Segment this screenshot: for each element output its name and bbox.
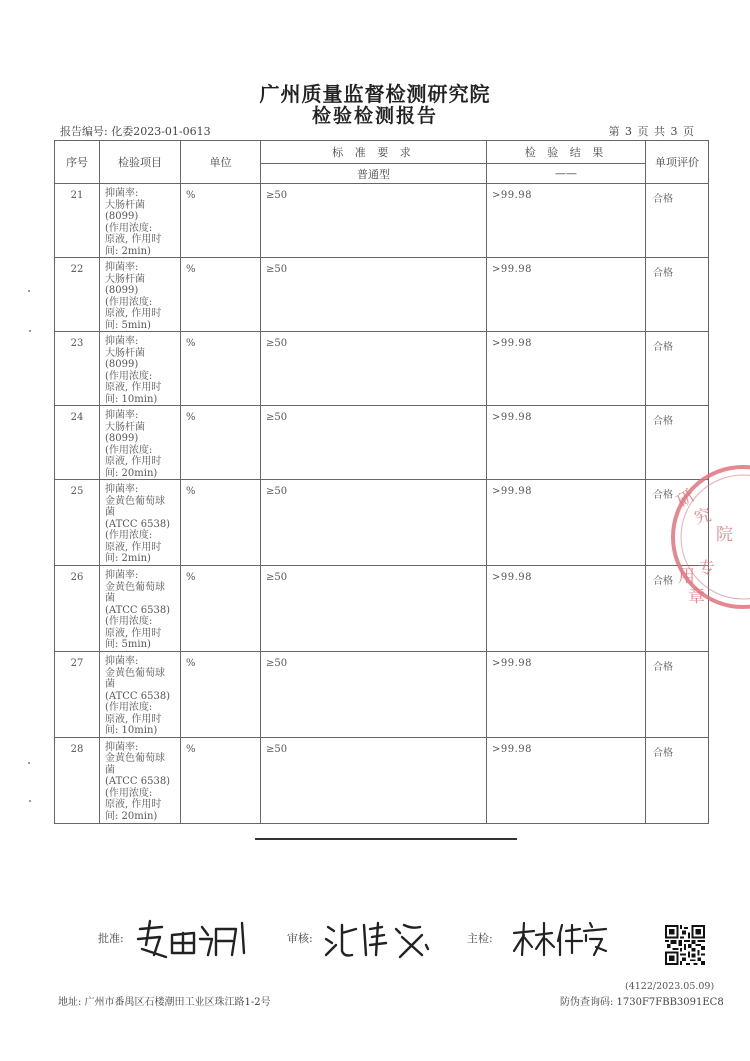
qr-code[interactable] <box>665 925 705 965</box>
header-standard-type: 普通型 <box>261 164 487 184</box>
table-row <box>55 406 709 480</box>
evaluation: 合格 <box>646 480 709 566</box>
stamp-char-2: 究 <box>692 505 714 529</box>
row-number: 27 <box>55 652 100 738</box>
header-unit: 单位 <box>181 141 261 184</box>
row-number: 26 <box>55 566 100 652</box>
table-row <box>55 737 709 823</box>
test-item: 抑菌率: 大肠杆菌 (8099) (作用浓度: 原液, 作用时 间: 20min) <box>100 406 181 480</box>
standard-requirement: ≥50 <box>261 184 487 258</box>
standard-requirement: ≥50 <box>261 332 487 406</box>
report-number: 报告编号: 化委2023-01-0613 <box>60 125 211 138</box>
document-code: (4122/2023.05.09) <box>625 981 715 992</box>
reviewer-signature <box>322 915 432 961</box>
standard-requirement: ≥50 <box>261 652 487 738</box>
test-result: >99.98 <box>487 332 646 406</box>
scan-speck <box>28 762 30 764</box>
page-info: 第 3 页 共 3 页 <box>608 125 695 138</box>
row-number: 22 <box>55 258 100 332</box>
approver-signature <box>132 915 252 961</box>
test-item: 抑菌率: 金黄色葡萄球 菌 (ATCC 6538) (作用浓度: 原液, 作用时 间: 2min) <box>100 480 181 566</box>
test-item: 抑菌率: 金黄色葡萄球 菌 (ATCC 6538) (作用浓度: 原液, 作用时 间: 10min) <box>100 652 181 738</box>
test-result: >99.98 <box>487 480 646 566</box>
anti-counterfeit-code: 防伪查询码: 1730F7FBB3091EC8 <box>560 997 724 1008</box>
inspector-signature <box>510 915 610 961</box>
header-standard: 标 准 要 求 <box>261 141 487 164</box>
scan-speck <box>29 800 31 802</box>
report-title: 检验检测报告 <box>311 105 438 127</box>
approve-label: 批准: <box>98 932 124 945</box>
row-number: 24 <box>55 406 100 480</box>
table-body <box>55 184 709 824</box>
evaluation: 合格 <box>646 737 709 823</box>
test-result: >99.98 <box>487 737 646 823</box>
table-row <box>55 258 709 332</box>
end-rule <box>255 838 517 840</box>
test-item: 抑菌率: 大肠杆菌 (8099) (作用浓度: 原液, 作用时 间: 5min) <box>100 258 181 332</box>
test-result: >99.98 <box>487 566 646 652</box>
standard-requirement: ≥50 <box>261 480 487 566</box>
standard-requirement: ≥50 <box>261 566 487 652</box>
row-number: 25 <box>55 480 100 566</box>
test-item: 抑菌率: 金黄色葡萄球 菌 (ATCC 6538) (作用浓度: 原液, 作用时 间: 20min) <box>100 737 181 823</box>
review-label: 审核: <box>287 932 313 945</box>
institute-title: 广州质量监督检测研究院 <box>259 82 491 106</box>
test-result: >99.98 <box>487 652 646 738</box>
table-row <box>55 184 709 258</box>
stamp-char-5: 用 <box>678 567 695 587</box>
row-number: 23 <box>55 332 100 406</box>
table-row <box>55 480 709 566</box>
unit: % <box>181 480 261 566</box>
inspect-label: 主检: <box>467 932 493 945</box>
scan-speck <box>28 290 30 292</box>
unit: % <box>181 184 261 258</box>
test-item: 抑菌率: 大肠杆菌 (8099) (作用浓度: 原液, 作用时 间: 10min) <box>100 332 181 406</box>
stamp-char-1: 研 <box>673 485 699 513</box>
evaluation: 合格 <box>646 184 709 258</box>
test-item: 抑菌率: 金黄色葡萄球 菌 (ATCC 6538) (作用浓度: 原液, 作用时 间: 5min) <box>100 566 181 652</box>
stamp-char-6: 章 <box>688 587 705 607</box>
test-result: >99.98 <box>487 406 646 480</box>
unit: % <box>181 566 261 652</box>
table-row <box>55 652 709 738</box>
row-number: 21 <box>55 184 100 258</box>
unit: % <box>181 652 261 738</box>
header-result-sub: —— <box>487 164 646 184</box>
unit: % <box>181 258 261 332</box>
header-no: 序号 <box>55 141 100 184</box>
standard-requirement: ≥50 <box>261 258 487 332</box>
header-evaluation: 单项评价 <box>646 141 709 184</box>
evaluation: 合格 <box>646 652 709 738</box>
stamp-char-3: 院 <box>716 525 733 545</box>
official-stamp <box>668 462 750 612</box>
unit: % <box>181 406 261 480</box>
standard-requirement: ≥50 <box>261 737 487 823</box>
row-number: 28 <box>55 737 100 823</box>
evaluation: 合格 <box>646 258 709 332</box>
test-result: >99.98 <box>487 258 646 332</box>
evaluation: 合格 <box>646 332 709 406</box>
stamp-char-4: 专 <box>698 559 715 579</box>
table-row <box>55 332 709 406</box>
header-item: 检验项目 <box>100 141 181 184</box>
standard-requirement: ≥50 <box>261 406 487 480</box>
unit: % <box>181 737 261 823</box>
evaluation: 合格 <box>646 566 709 652</box>
unit: % <box>181 332 261 406</box>
table-row <box>55 566 709 652</box>
test-item: 抑菌率: 大肠杆菌 (8099) (作用浓度: 原液, 作用时 间: 2min) <box>100 184 181 258</box>
results-table <box>54 140 709 824</box>
test-result: >99.98 <box>487 184 646 258</box>
header-result: 检 验 结 果 <box>487 141 646 164</box>
evaluation: 合格 <box>646 406 709 480</box>
address: 地址: 广州市番禺区石楼潮田工业区珠江路1-2号 <box>58 997 271 1008</box>
scan-speck <box>29 330 31 332</box>
